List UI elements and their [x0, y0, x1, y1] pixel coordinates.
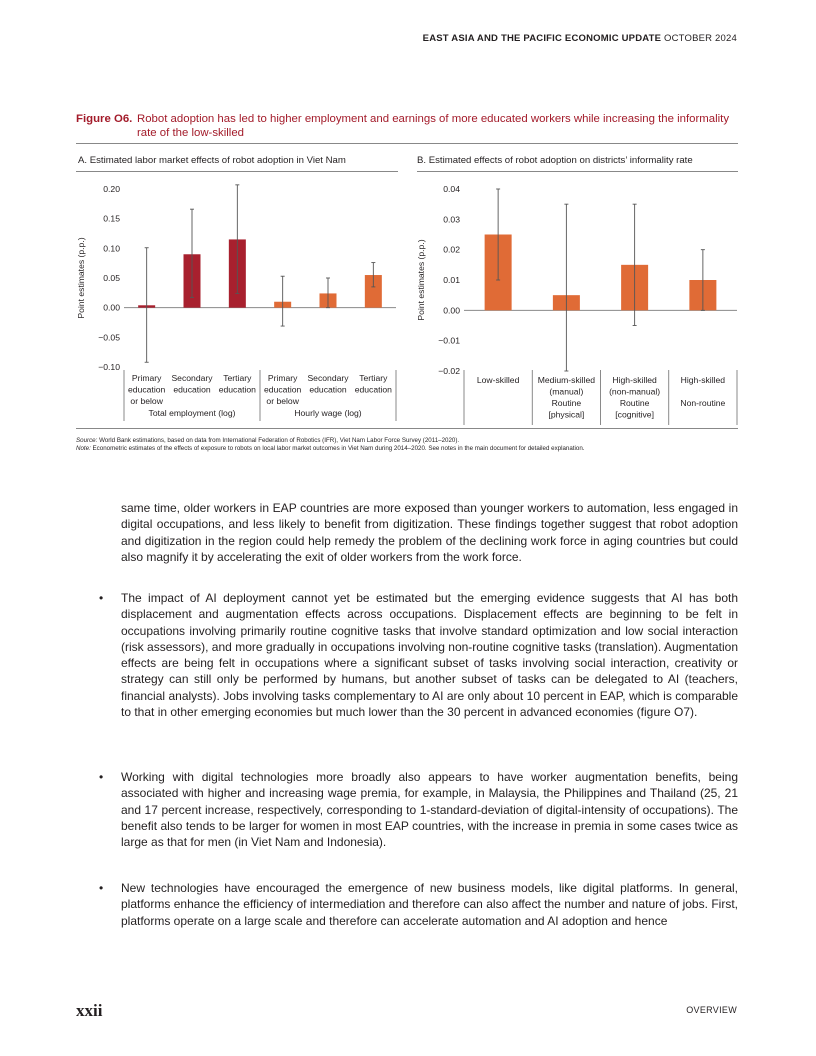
group-label: Hourly wage (log)	[294, 408, 362, 418]
method-note	[76, 445, 738, 453]
y-tick-label: −0.02	[438, 366, 460, 376]
bullet-paragraph-digital: Working with digital technologies more broadly also appears to have worker augmentation benefits, being associated with higher and increasing wage premia, for example, in Malaysia, the Philippines and Thailand (25, 21 and 17 percent increase, respectively, corresponding to 1-standard-deviation of digital-intensity of occupations). The benefit also tends to be larger for women in most EAP countries, with the increase in premia in some cases twice as large as that for men (in Viet Nam and Indonesia).	[121, 770, 738, 850]
note-text: Econometric estimates of the effects of exposure to robots on local labor market outcomes in Viet Nam during 2014–2020. See notes in the main document for detailed explanation.	[92, 445, 585, 453]
category-label: (non-manual)	[609, 386, 661, 397]
bullet-paragraph-platforms: New technologies have encouraged the emergence of new business models, like digital platforms. In general, platforms enhance the efficiency of intermediation and therefore can also affect the number and nature of jobs. First, platforms operate on a large scale and therefore can accelerate automation and AI adoption and hence	[121, 881, 738, 928]
y-tick-label: 0.03	[443, 214, 460, 225]
group-label: Total employment (log)	[148, 408, 236, 418]
header-title: EAST ASIA AND THE PACIFIC ECONOMIC UPDATE	[422, 33, 662, 44]
group-label: Routine	[619, 398, 650, 408]
category-label: High-skilled	[680, 375, 726, 385]
category-label: or below	[266, 396, 299, 406]
y-tick-label: 0.05	[103, 273, 120, 283]
page-number: xxii	[76, 1001, 103, 1020]
category-label: education	[173, 384, 211, 395]
group-label: Routine	[551, 398, 582, 408]
source-text: World Bank estimations, based on data from International Federation of Robotics (IFR), Viet Nam Labor Force Survey (2011–2020).	[99, 437, 460, 444]
note-label: Note:	[76, 445, 91, 453]
category-label: Primary	[267, 373, 298, 383]
y-tick-label: 0.01	[443, 275, 460, 285]
y-tick-label: 0.15	[103, 213, 120, 224]
panel-b-title: B. Estimated effects of robot adoption on districts’ informality rate	[417, 155, 693, 166]
y-tick-label: 0.04	[443, 184, 460, 194]
bullet-paragraph-ai: The impact of AI deployment cannot yet be estimated but the emerging evidence suggests that AI has both displacement and augmentation effects across occupations. Displacement effects are beginning to be felt in occupations involving primarily routine cognitive tasks that involve standard optimization and low social interaction (risk assessors), and more gradually in occupations involving non-routine cognitive tasks (translation). Augmentation effects are being felt in occupations where a significant subset of tasks involving social interaction, creativity or strategy can still only be performed by humans, but another subset of tasks can be delegated to AI (teachers, financial analysts). Jobs involving tasks complementary to AI are only about 10 percent in EAP, which is comparable to that in other emerging economies but much lower than the 30 percent in advanced economies (figure O7).	[121, 591, 738, 720]
source-note	[76, 437, 738, 445]
category-label: Primary	[131, 373, 162, 383]
group-label: [physical]	[548, 409, 585, 420]
category-label: Tertiary	[223, 373, 252, 383]
category-label: (manual)	[549, 386, 584, 397]
y-axis-label: Point estimates (p.p.)	[416, 239, 426, 321]
figure-footnotes	[76, 437, 738, 454]
category-label: High-skilled	[612, 375, 657, 385]
figure-charts	[0, 0, 816, 440]
figure-caption-text: Robot adoption has led to higher employment and earnings of more educated workers while increasing the informality rate of the low-skilled	[137, 113, 730, 139]
category-label: education	[264, 384, 302, 395]
y-tick-label: −0.05	[98, 332, 120, 343]
y-tick-label: −0.01	[438, 335, 460, 346]
group-label: Non-routine	[680, 398, 726, 408]
y-tick-label: 0.00	[103, 302, 120, 313]
category-label: Secondary	[307, 373, 349, 383]
bullet-marker: •	[99, 770, 104, 784]
category-label: education	[354, 384, 392, 395]
y-axis-label: Point estimates (p.p.)	[76, 237, 86, 319]
source-label: Source:	[76, 437, 98, 444]
section-label: OVERVIEW	[686, 1005, 737, 1015]
category-label: Medium-skilled	[537, 375, 596, 385]
header-date: OCTOBER 2024	[664, 33, 737, 44]
category-label: Tertiary	[359, 373, 388, 383]
y-tick-label: −0.10	[98, 362, 120, 372]
body-paragraph-continuation: same time, older workers in EAP countries are more exposed than younger workers to automation, less engaged in digital occupations, and less likely to benefit from digitization. These findings together suggest that robot adoption and digitization in the region could help remedy the problem of the declining work force in aging countries but could also magnify it by accelerating the exit of older workers from the work force.	[121, 501, 738, 564]
category-label: or below	[130, 396, 163, 406]
y-tick-label: 0.02	[443, 244, 460, 255]
category-label: education	[218, 384, 256, 395]
figure-label: Figure O6.	[76, 113, 133, 125]
bullet-marker: •	[99, 881, 104, 895]
bullet-marker: •	[99, 591, 104, 605]
category-label: education	[128, 384, 166, 395]
group-label: [cognitive]	[615, 409, 654, 420]
category-label: education	[309, 384, 347, 395]
category-label: Low-skilled	[476, 375, 520, 385]
y-tick-label: 0.20	[103, 184, 120, 194]
panel-a-title: A. Estimated labor market effects of robot adoption in Viet Nam	[78, 155, 346, 166]
y-tick-label: 0.00	[443, 305, 460, 316]
y-tick-label: 0.10	[103, 243, 120, 254]
figure-bottom-rule	[76, 428, 738, 429]
category-label: Secondary	[171, 373, 213, 383]
